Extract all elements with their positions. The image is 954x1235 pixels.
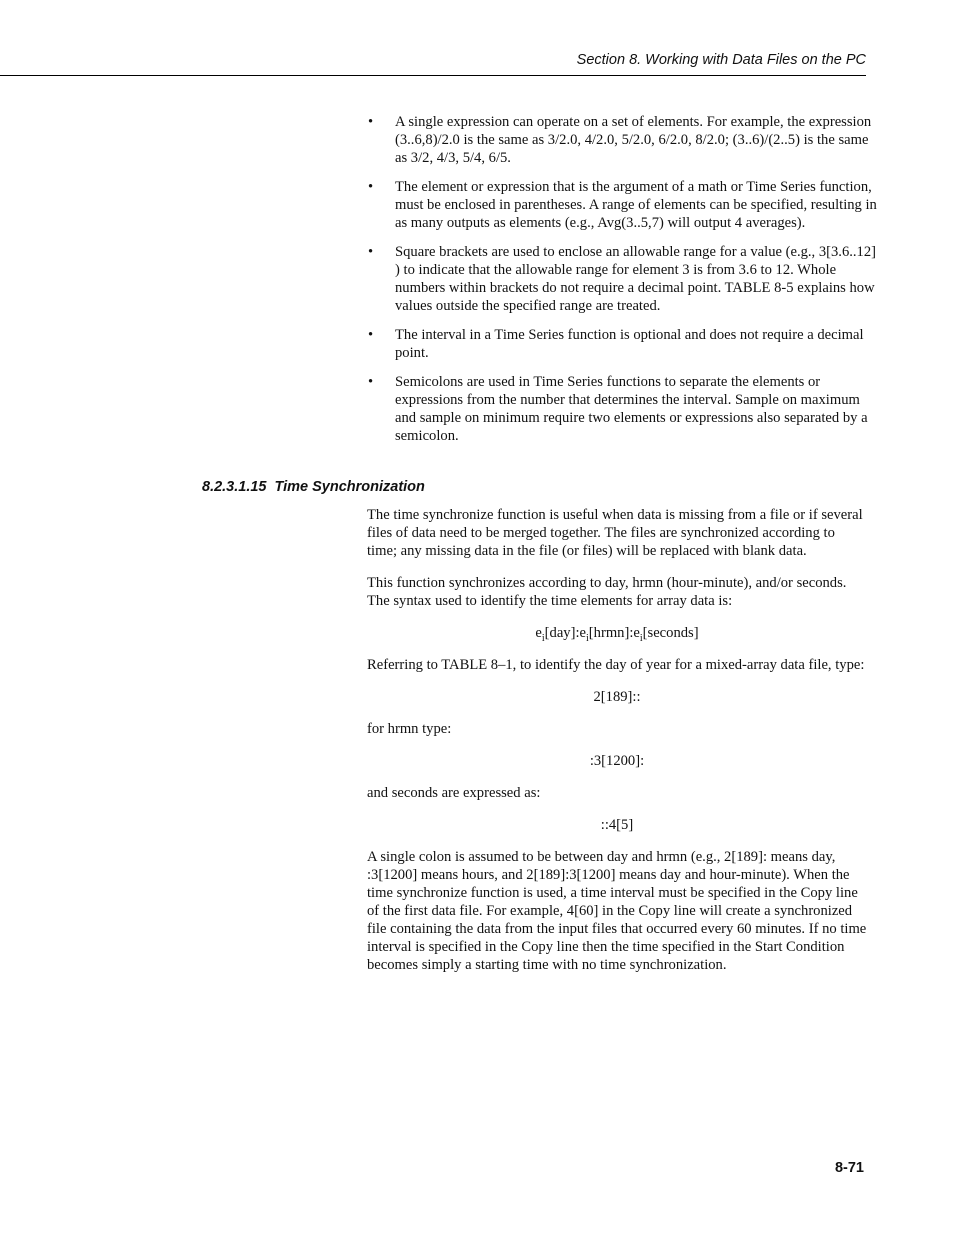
bullet-text: Semicolons are used in Time Series functions to separate the elements or expressions from the number that determines the interval. Sample on maximum and sample on minimum require two elements or expressions also separated by a semicolon. <box>395 374 868 444</box>
running-title: Section 8. Working with Data Files on the PC <box>576 52 866 68</box>
syntax-element: e <box>579 625 587 641</box>
bullet-dot: • <box>368 374 374 390</box>
section-number: 8.2.3.1.15 <box>202 479 267 495</box>
bullet-item <box>367 178 877 232</box>
paragraph-intro: The time synchronize function is useful when data is missing from a file or if several files of data need to be merged together. The files are synchronized according to time; any missing data in the file (or files) will be replaced with blank data. <box>367 507 863 559</box>
bullet-item <box>367 113 877 167</box>
example-seconds: ::4[5] <box>600 817 634 833</box>
paragraph-day-example: Referring to TABLE 8–1, to identify the day of year for a mixed-array data file, type: <box>367 657 865 673</box>
syntax-element: e <box>633 625 640 641</box>
page-number: 8-71 <box>834 1160 864 1176</box>
paragraph-hrmn-example: for hrmn type: <box>367 721 452 737</box>
syntax-subscript: i <box>586 632 589 644</box>
example-day: 2[189]:: <box>593 689 641 705</box>
example-hrmn: :3[1200]: <box>589 753 645 769</box>
bullet-dot: • <box>368 114 374 130</box>
paragraph-seconds-example: and seconds are expressed as: <box>367 785 541 801</box>
bullet-text: The element or expression that is the argument of a math or Time Series function, must be enclosed in parentheses. A range of elements can be specified, resulting in as many outputs as elements (e.g., Avg(3..5,7) will output 4 averages). <box>395 179 877 231</box>
bullet-dot: • <box>368 179 374 195</box>
section-title: Time Synchronization <box>274 479 425 495</box>
bullet-item <box>367 373 877 445</box>
syntax-subscript: i <box>541 632 545 644</box>
syntax-seconds: [seconds] <box>642 625 699 641</box>
bullet-text: The interval in a Time Series function is optional and does not require a decimal point. <box>395 327 864 361</box>
bullet-list <box>367 113 877 456</box>
bullet-text: A single expression can operate on a set of elements. For example, the expression (3..6,8)/2.0 is the same as 3/2.0, 4/2.0, 5/2.0, 6/2.0, 8/2.0; (3..6)/(2..5) is the same as 3/2, 4/3, 5/4, 6/5. <box>395 114 872 166</box>
running-header <box>0 52 866 68</box>
bullet-dot: • <box>368 327 374 343</box>
bullet-item <box>367 243 877 315</box>
paragraph-syntax-intro: This function synchronizes according to day, hrmn (hour-minute), and/or seconds. The syntax used to identify the time elements for array data is: <box>367 575 847 609</box>
syntax-day: [day]: <box>544 625 580 641</box>
syntax-subscript: i <box>639 632 643 644</box>
bullet-dot: • <box>368 244 374 260</box>
section-heading <box>202 479 425 495</box>
bullet-item <box>367 326 877 362</box>
syntax-expression <box>367 624 867 642</box>
page-footer <box>0 1160 864 1176</box>
syntax-hrmn: [hrmn]: <box>588 625 634 641</box>
body-text <box>367 506 867 988</box>
header-rule <box>0 75 866 76</box>
paragraph-details: A single colon is assumed to be between day and hrmn (e.g., 2[189]: means day, :3[1200] means hours, and 2[189]:3[1200] means day and hour-minute). When the time synchronize function is used, a time interval must be specified in the Copy line of the first data file. For example, 4[60] in the Copy line will create a synchronized file containing the data from the input files that occurred every 60 minutes. If no time interval is specified in the Copy line then the time specified in the Start Condition becomes simply a starting time with no time synchronization. <box>367 849 867 973</box>
bullet-text: Square brackets are used to enclose an allowable range for a value (e.g., 3[3.6..12] ) to indicate that the allowable range for element 3 is from 3.6 to 12. Whole numbers within brackets do not require a decimal point. TABLE 8-5 explains how values outside the specified range are treated. <box>395 244 876 314</box>
syntax-element: e <box>535 625 542 641</box>
